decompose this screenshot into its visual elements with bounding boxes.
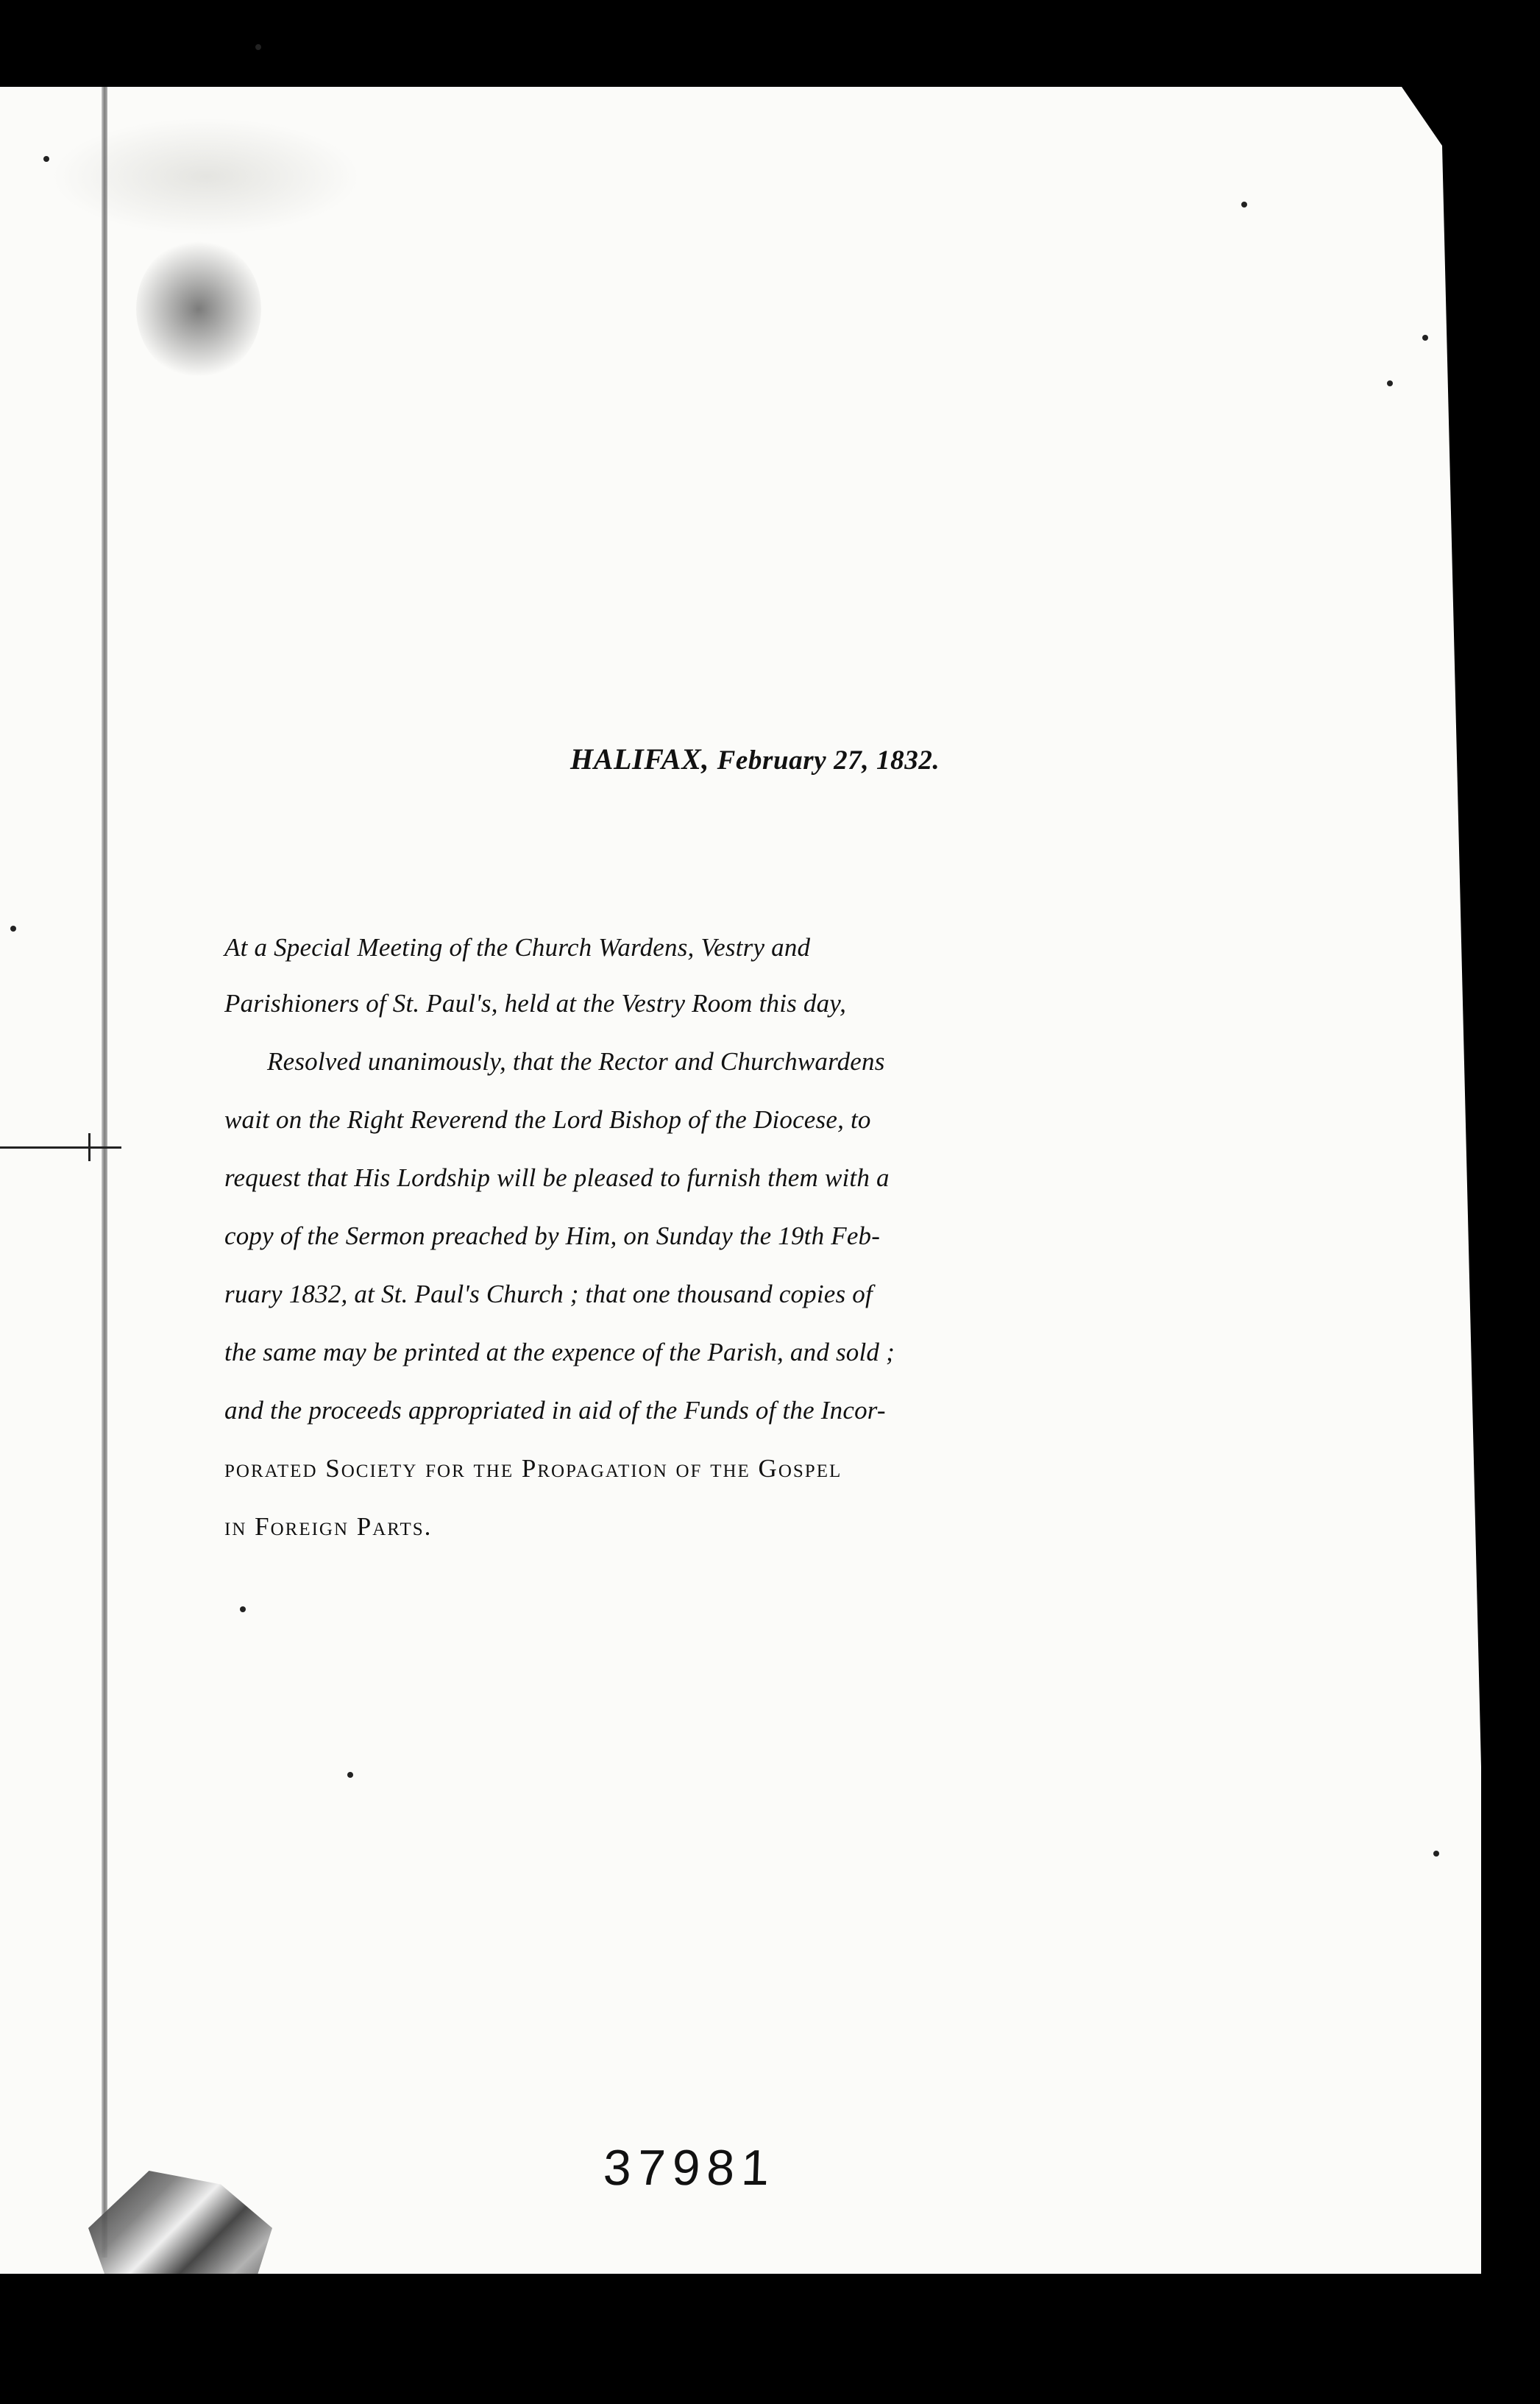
paper-speck (255, 44, 261, 50)
text-line-7: ruary 1832, at St. Paul's Church ; that one thousand copies of (224, 1280, 873, 1308)
paper-speck (1433, 1851, 1439, 1857)
paper-speck (1387, 380, 1393, 386)
ink-smudge (136, 239, 261, 379)
bottom-scan-border (0, 2274, 1540, 2404)
date-text: February 27, 1832. (717, 745, 940, 776)
paper-speck (347, 1772, 353, 1778)
place-name: HALIFAX, (570, 742, 709, 776)
text-line-8: the same may be printed at the expence of the Parish, and sold ; (224, 1338, 895, 1366)
binding-edge-line (102, 87, 107, 2258)
text-line-9: and the proceeds appropriated in aid of the Funds of the Incor- (224, 1396, 886, 1425)
text-line-1: At a Special Meeting of the Church Wardens, Vestry and (224, 933, 811, 962)
margin-marker-icon (0, 1133, 121, 1161)
text-line-3: Resolved unanimously, that the Rector and Churchwardens (267, 1047, 885, 1076)
text-line-6: copy of the Sermon preached by Him, on Sunday the 19th Feb- (224, 1221, 881, 1250)
right-scan-border (1481, 0, 1540, 2404)
paper-speck (1241, 202, 1247, 208)
paper-speck (10, 926, 16, 932)
paper-speck (240, 1606, 246, 1612)
text-line-10: porated Society for the Propagation of the Gospel (224, 1454, 842, 1483)
text-line-4: wait on the Right Reverend the Lord Bishop of the Diocese, to (224, 1105, 871, 1134)
paper-speck (43, 156, 49, 162)
paper-speck (1422, 335, 1428, 341)
text-line-5: request that His Lordship will be pleased to furnish them with a (224, 1163, 890, 1192)
archive-number-stamp: 37981 (602, 2140, 777, 2196)
dateline (570, 742, 1100, 776)
text-line-2: Parishioners of St. Paul's, held at the Vestry Room this day, (224, 989, 847, 1018)
paper-stain (52, 118, 361, 235)
text-line-11: in Foreign Parts. (224, 1512, 433, 1541)
